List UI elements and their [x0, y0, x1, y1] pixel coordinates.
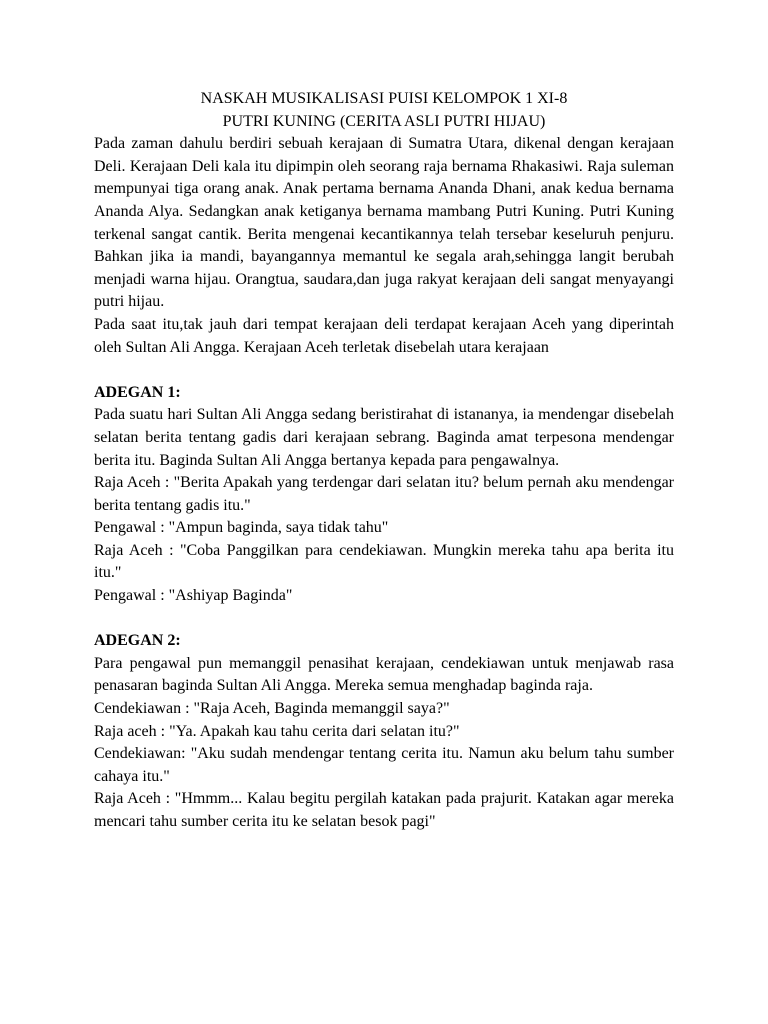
scene-2-narration: Para pengawal pun memanggil penasihat kerajaan, cendekiawan untuk menjawab rasa penasaran baginda Sultan Ali Angga. Mereka semua menghadap baginda raja. [94, 654, 674, 695]
document-title: NASKAH MUSIKALISASI PUISI KELOMPOK 1 XI-8 [200, 90, 568, 107]
scene-1-line-4: Pengawal : "Ashiyap Baginda" [94, 587, 293, 605]
scene-1-narration: Pada suatu hari Sultan Ali Angga sedang beristirahat di istananya, ia mendengar disebelah selatan berita tentang gadis dari kerajaan sebrang. Baginda amat terpesona mendengar berita itu. Baginda Sultan Ali Angga bertanya kepada para pengawalnya. [94, 406, 674, 469]
scene-1-heading: ADEGAN 1: [94, 383, 181, 401]
scene-2-line-1: Cendekiawan : "Raja Aceh, Baginda memanggil saya?" [94, 700, 450, 718]
scene-1-line-2: Pengawal : "Ampun baginda, saya tidak tahu" [94, 519, 389, 537]
scene-2-line-2: Raja aceh : "Ya. Apakah kau tahu cerita dari selatan itu?" [94, 722, 460, 740]
scene-2-line-3: Cendekiawan: "Aku sudah mendengar tentang cerita itu. Namun aku belum tahu sumber cahaya itu." [94, 745, 674, 785]
scene-1-line-1: Raja Aceh : "Berita Apakah yang terdengar dari selatan itu? belum pernah aku mendengar berita tentang gadis itu." [94, 474, 674, 514]
scene-2-line-4: Raja Aceh : "Hmmm... Kalau begitu pergilah katakan pada prajurit. Katakan agar mereka mencari tahu sumber cerita itu ke selatan besok pagi" [94, 790, 674, 830]
intro-paragraph-2: Pada saat itu,tak jauh dari tempat kerajaan deli terdapat kerajaan Aceh yang diperintah oleh Sultan Ali Angga. Kerajaan Aceh terletak disebelah utara kerajaan [94, 315, 674, 356]
scene-2-heading: ADEGAN 2: [94, 632, 181, 650]
document-subtitle: PUTRI KUNING (CERITA ASLI PUTRI HIJAU) [222, 112, 546, 130]
scene-1-line-3: Raja Aceh : "Coba Panggilkan para cendekiawan. Mungkin mereka tahu apa berita itu itu." [94, 541, 674, 582]
intro-paragraph-1: Pada zaman dahulu berdiri sebuah kerajaan di Sumatra Utara, dikenal dengan kerajaan Deli. Kerajaan Deli kala itu dipimpin oleh seorang raja bernama Rhakasiwi. Raja suleman mempunyai tiga orang anak. Anak pertama bernama Ananda Dhani, anak kedua bernama Ananda Alya. Sedangkan anak ketiganya bernama mambang Putri Kuning. Putri Kuning terkenal sangat cantik. Berita mengenai kecantikannya telah tersebar keseluruh penjuru. Bahkan jika ia mandi, bayangannya memantul ke segala arah,sehingga langit berubah menjadi warna hijau. Orangtua, saudara,dan juga rakyat kerajaan deli sangat menyayangi putri hijau. [94, 135, 674, 311]
document-body [94, 88, 674, 834]
section-spacer [94, 608, 674, 631]
section-spacer [94, 359, 674, 382]
